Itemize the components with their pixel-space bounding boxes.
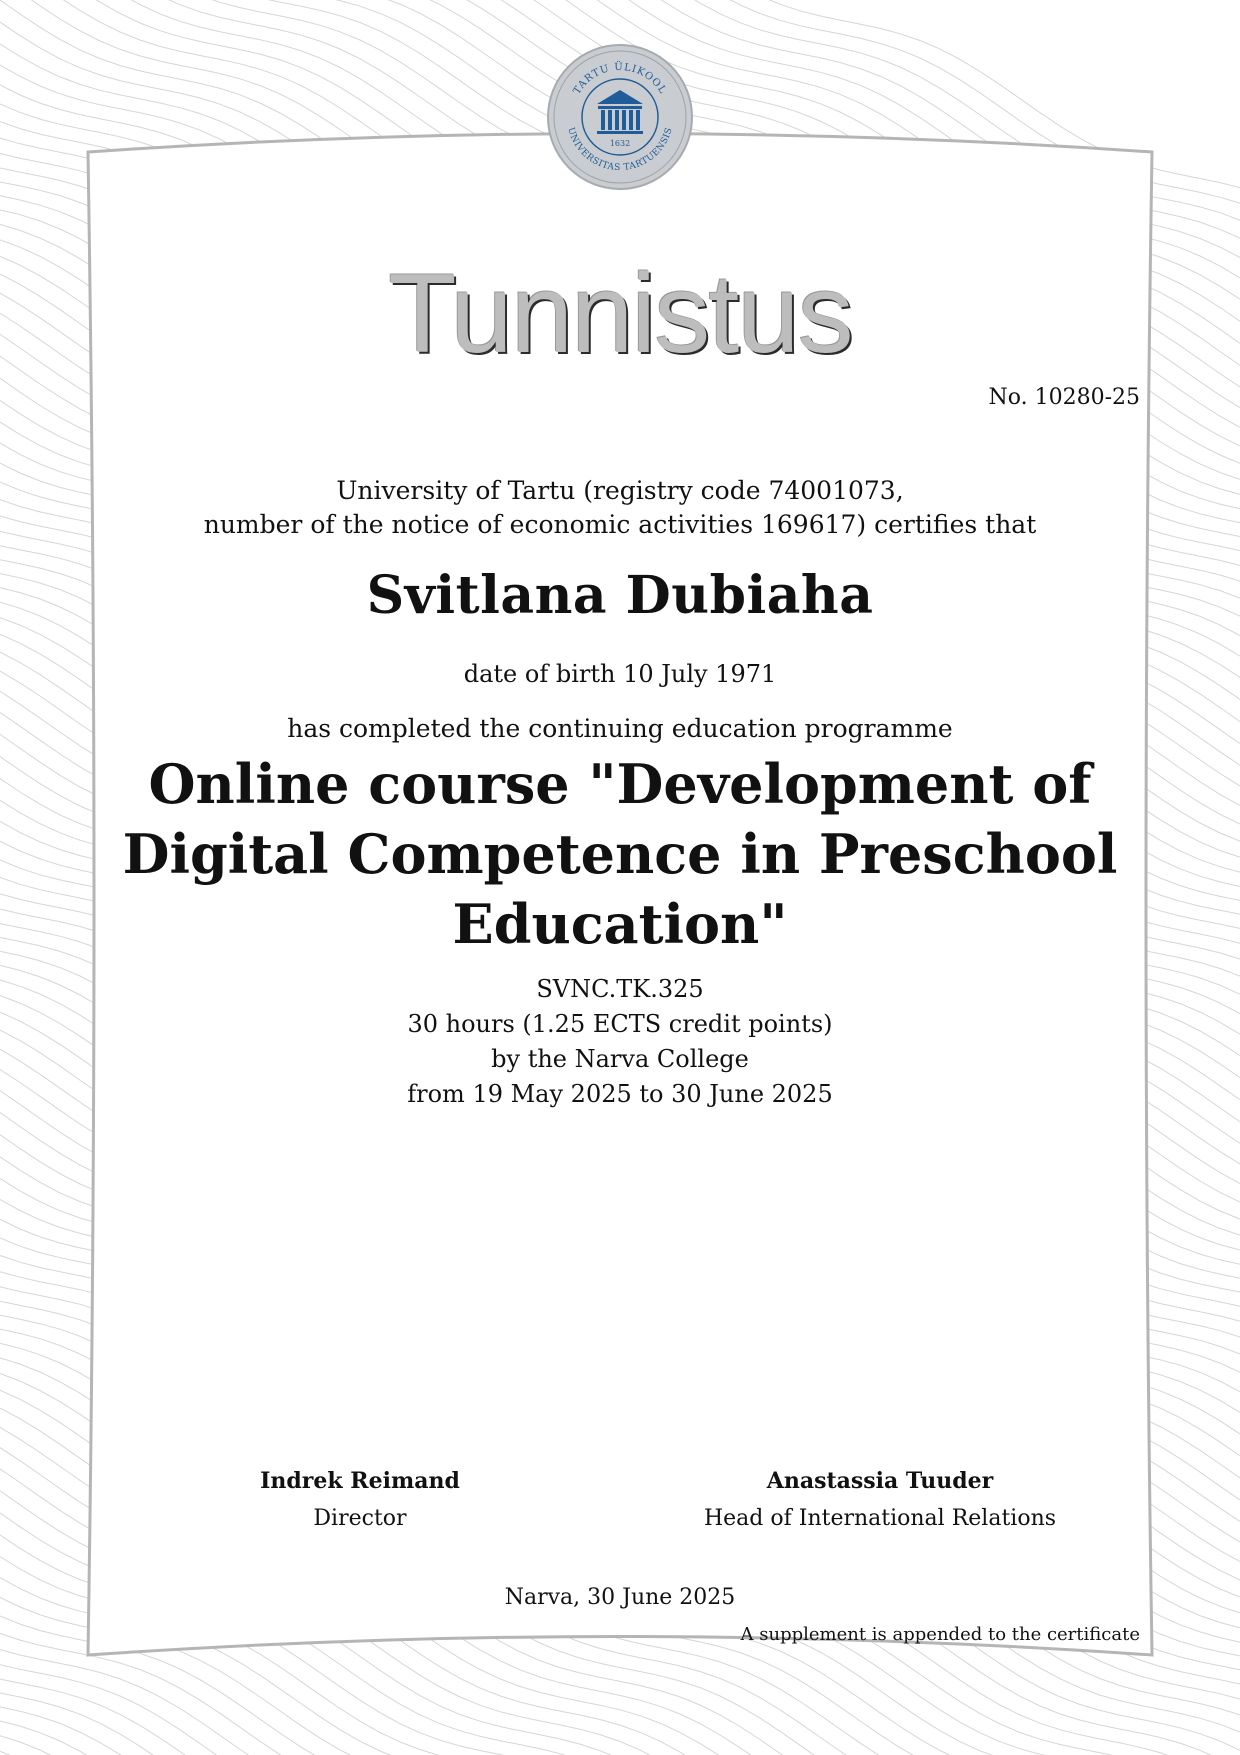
course-period: from 19 May 2025 to 30 June 2025 (407, 1080, 833, 1108)
seal-bottom-text: UNIVERSITAS TARTUENSIS (565, 126, 675, 174)
issuer-line-1: University of Tartu (registry code 74001073, (336, 476, 904, 505)
completion-statement: has completed the continuing education programme (287, 714, 953, 743)
place-and-date: Narva, 30 June 2025 (504, 1585, 736, 1610)
signatory-title: Director (313, 1506, 407, 1531)
signatory-name: Anastassia Tuuder (766, 1468, 994, 1494)
guilloche-line (0, 1721, 1240, 1755)
seal-year: 1632 (609, 139, 631, 148)
guilloche-line (0, 1736, 1240, 1755)
course-title-line-2: Digital Competence in Preschool (122, 822, 1118, 886)
recipient-name: Svitlana Dubiaha (366, 565, 874, 626)
course-provider: by the Narva College (491, 1045, 749, 1073)
course-title (120, 749, 1120, 959)
guilloche-line (0, 1751, 1240, 1755)
guilloche-line (0, 1650, 1240, 1755)
guilloche-line (0, 1707, 1240, 1755)
course-title-line-3: Education" (452, 892, 788, 956)
signatory-name: Indrek Reimand (260, 1468, 460, 1494)
supplement-note: A supplement is appended to the certificate (740, 1624, 1140, 1645)
course-details (120, 972, 1120, 1112)
signatory-director (210, 1468, 510, 1531)
guilloche-line (0, 1679, 1240, 1755)
seal-top-text: TARTU ÜLIKOOL (571, 61, 669, 97)
certificate-number: No. 10280-25 (988, 385, 1140, 410)
course-code: SVNC.TK.325 (536, 975, 704, 1003)
course-hours: 30 hours (1.25 ECTS credit points) (407, 1010, 833, 1038)
recipient-date-of-birth: date of birth 10 July 1971 (463, 660, 777, 688)
university-seal-logo (545, 42, 695, 192)
signatory-international-relations (670, 1468, 1090, 1531)
issuer-line-2: number of the notice of economic activities 169617) certifies that (203, 510, 1037, 539)
issuer-statement (120, 474, 1120, 542)
guilloche-line (0, 1693, 1240, 1755)
signatory-title: Head of International Relations (703, 1506, 1057, 1531)
certificate-title: Tunnistus (388, 251, 852, 376)
course-title-line-1: Online course "Development of (148, 752, 1092, 816)
